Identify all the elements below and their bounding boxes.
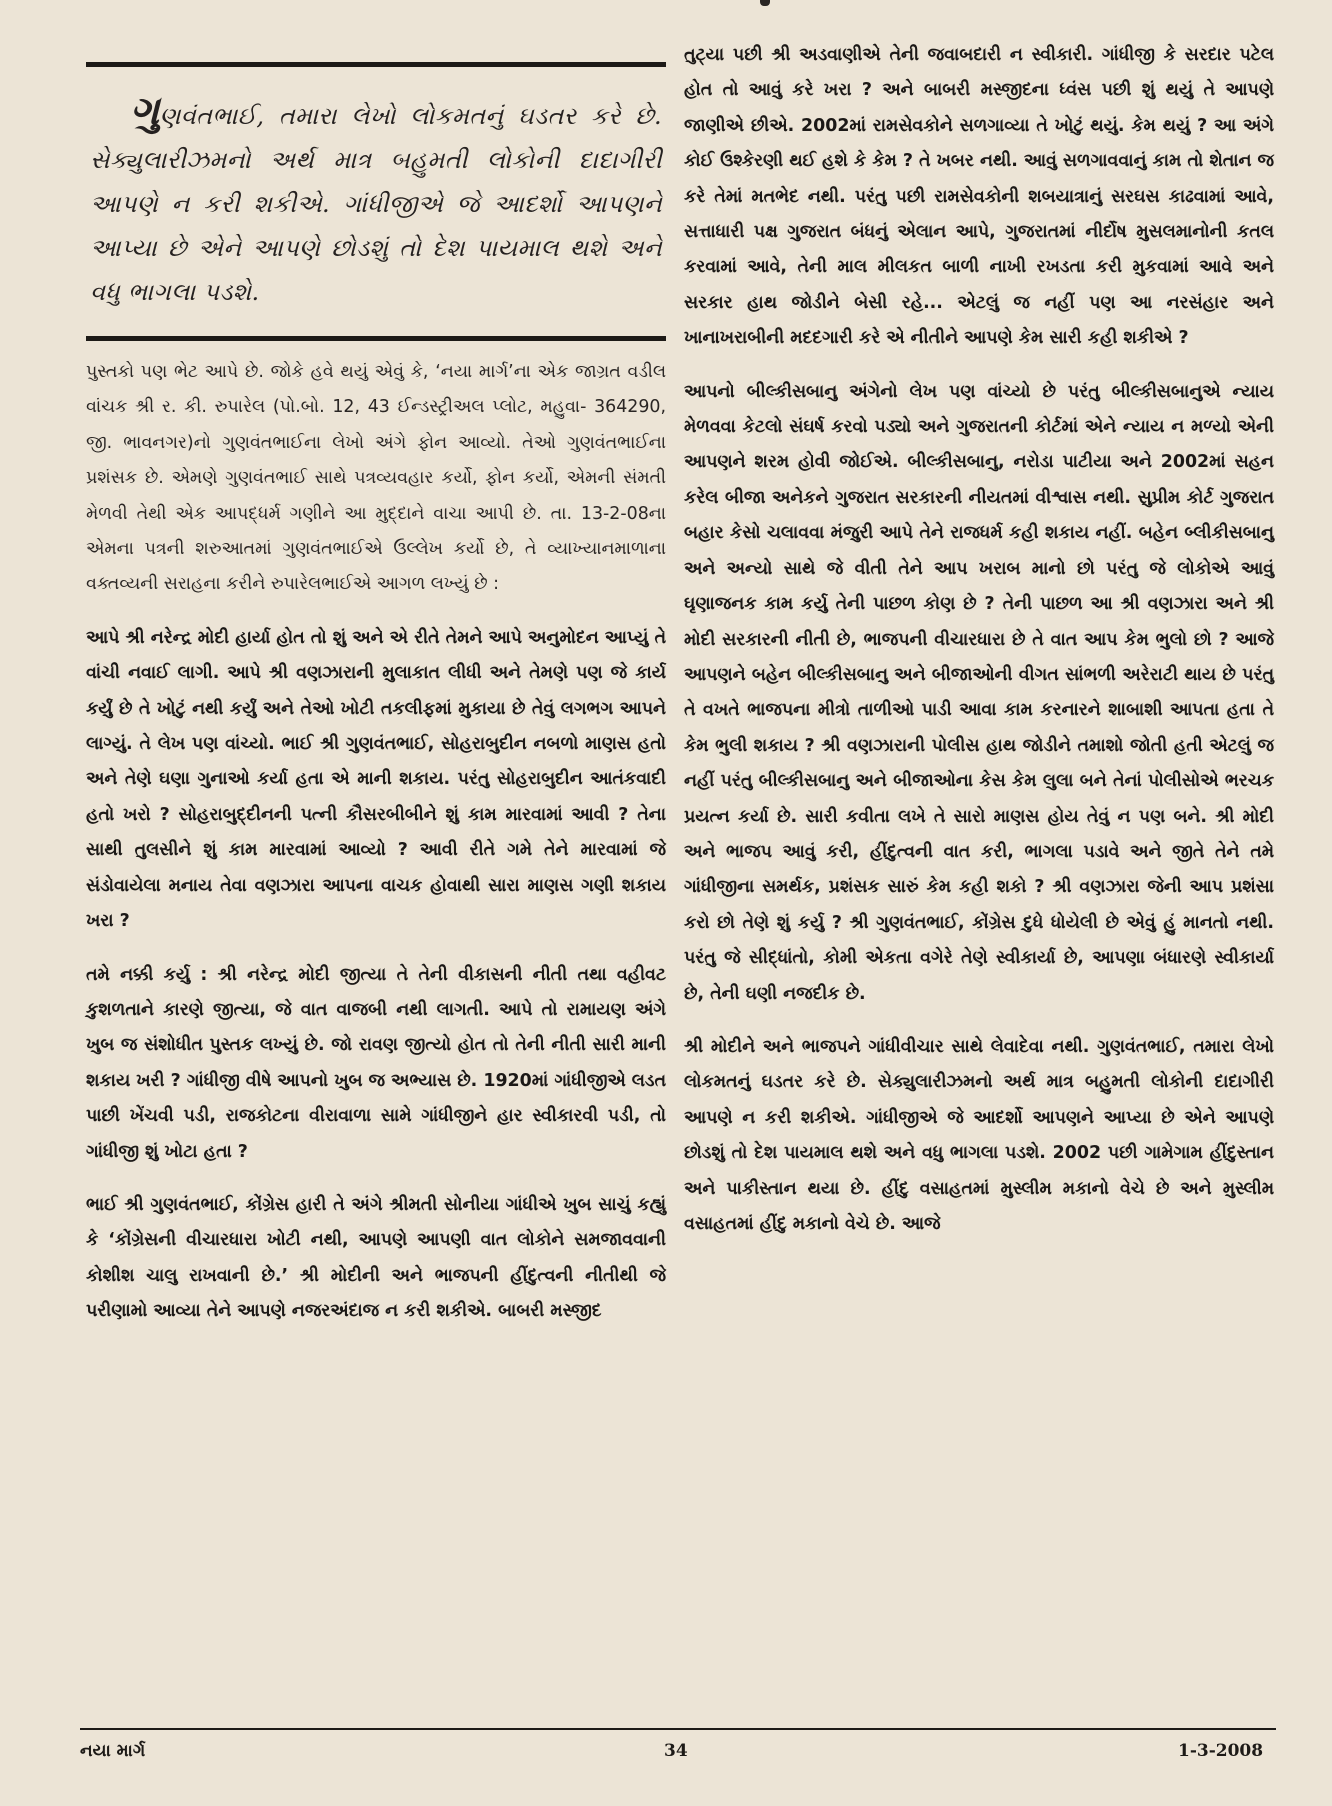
page-edge-mark <box>760 0 770 6</box>
pull-quote-top-rule <box>86 62 666 67</box>
footer-rule <box>80 1728 1276 1730</box>
left-paragraph-1: પુસ્તકો પણ ભેટ આપે છે. જોકે હવે થયું એવું કે, ‘નયા માર્ગ’ના એક જાગ્રત વડીલ વાંચક શ્રી ર. કી. રુપારેલ (પો.બો. 12, 43 ઈન્ડસ્ટ્રીઅલ પ્લોટ, મહુવા- 364290, જી. ભાવનગર)નો ગુણવંતભાઈના લેખો અંગે ફોન આવ્યો. તેઓ ગુણવંતભાઈના પ્રશંસક છે. એમણે ગુણવંતભાઈ સાથે પત્રવ્યવહાર કર્યો, ફોન કર્યો, એમની સંમતી મેળવી તેથી એક આપદ્ધર્મ ગણીને આ મુદ્દાને વાચા આપી છે. તા. 13-2-08ના એમના પત્રની શરુઆતમાં ગુણવંતભાઈએ ઉલ્લેખ કર્યો છે, તે વ્યાખ્યાનમાળાના વક્તવ્યની સરાહના કરીને રુપારેલભાઈએ આગળ લખ્યું છે : <box>86 362 666 595</box>
right-paragraph-1: તુટ્યા પછી શ્રી અડવાણીએ તેની જવાબદારી ન સ્વીકારી. ગાંધીજી કે સરદાર પટેલ હોત તો આવું કરે ખરા ? અને બાબરી મસ્જીદના ધ્વંસ પછી શું થયું તે આપણે જાણીએ છીએ. 2002માં રામસેવકોને સળગાવ્યા તે ખોટું થયું. કેમ થયું ? આ અંગે કોઈ ઉશ્કેરણી થઈ હશે કે કેમ ? તે ખબર નથી. આવું સળગાવવાનું કામ તો શેતાન જ કરે તેમાં મતભેદ નથી. પરંતુ પછી રામસેવકોની શબયાત્રાનું સરઘસ કાઢવામાં આવે, સત્તાધારી પક્ષ ગુજરાત બંધનું એલાન આપે, ગુજરાતમાં નીર્દોષ મુસલમાનોની કતલ કરવામાં આવે, તેની માલ મીલકત બાળી નાખી રખડતા કરી મુકવામાં આવે અને સરકાર હાથ જોડીને બેસી રહે... એટલું જ નહીં પણ આ નરસંહાર અને ખાનાખરાબીની મદદગારી કરે એ નીતીને આપણે કેમ સારી કહી શકીએ ? <box>684 45 1274 349</box>
right-paragraph-3: શ્રી મોદીને અને ભાજપને ગાંધીવીચાર સાથે લેવાદેવા નથી. ગુણવંતભાઈ, તમારા લેખો લોકમતનું ઘડતર કરે છે. સેક્યુલારીઝમનો અર્થ માત્ર બહુમતી લોકોની દાદાગીરી આપણે ન કરી શકીએ. ગાંધીજીએ જે આદર્શો આપણને આપ્યા છે એને આપણે છોડશું તો દેશ પાયમાલ થશે અને વધુ ભાગલા પડશે. 2002 પછી ગામેગામ હીંદુસ્તાન અને પાકીસ્તાન થયા છે. હીંદુ વસાહતમાં મુસ્લીમ મકાનો વેચે છે અને મુસ્લીમ વસાહતમાં હીંદુ મકાનો વેચે છે. આજે <box>684 1036 1274 1234</box>
pull-quote-text: ણવંતભાઈ, તમારા લેખો લોકમતનું ઘડતર કરે છે. સેક્યુલારીઝમનો અર્થ માત્ર બહુમતી લોકોની દાદાગીરી આપણે ન કરી શકીએ. ગાંધીજીએ જે આદર્શો આપણને આપ્યા છે એને આપણે છોડશું તો દેશ પાયમાલ થશે અને વધુ ભાગલા પડશે. <box>90 102 662 306</box>
pull-quote-drop-letter: ગુ <box>130 87 160 134</box>
right-column <box>684 38 1274 1260</box>
left-paragraph-3: તમે નક્કી કર્યુ : શ્રી નરેન્દ્ર મોદી જીત્યા તે તેની વીકાસની નીતી તથા વહીવટ કુશળતાને કારણે જીત્યા, જે વાત વાજબી નથી લાગતી. આપે તો રામાયણ અંગે ખુબ જ સંશોધીત પુસ્તક લખ્યું છે. જો રાવણ જીત્યો હોત તો તેની નીતી સારી માની શકાય ખરી ? ગાંધીજી વીષે આપનો ખુબ જ અભ્યાસ છે. 1920માં ગાંધીજીએ લડત પાછી ખેંચવી પડી, રાજકોટના વીરાવાળા સામે ગાંધીજીને હાર સ્વીકારવી પડી, તો ગાંધીજી શું ખોટા હતા ? <box>86 964 666 1162</box>
left-paragraph-2: આપે શ્રી નરેન્દ્ર મોદી હાર્યા હોત તો શું અને એ રીતે તેમને આપે અનુમોદન આપ્યું તે વાંચી નવાઈ લાગી. આપે શ્રી વણઝારાની મુલાકાત લીધી અને તેમણે પણ જે કાર્ય કર્યું છે તે ખોટું નથી કર્યું અને તેઓ ખોટી તકલીફમાં મુકાયા છે તેવું લગભગ આપને લાગ્યું. તે લેખ પણ વાંચ્યો. ભાઈ શ્રી ગુણવંતભાઈ, સોહરાબુદીન નબળો માણસ હતો અને તેણે ઘણા ગુનાઓ કર્યા હતા એ માની શકાય. પરંતુ સોહરાબુદીન આતંકવાદી હતો ખરો ? સોહરાબુદ્દીનની પત્ની કૌસરબીબીને શું કામ મારવામાં આવી ? તેના સાથી તુલસીને શું કામ મારવામાં આવ્યો ? આવી રીતે ગમે તેને મારવામાં જે સંડોવાયેલા મનાય તેવા વણઝારા આપના વાચક હોવાથી સારા માણસ ગણી શકાય ખરા ? <box>86 627 666 932</box>
footer-date: 1-3-2008 <box>1178 1741 1264 1761</box>
right-paragraph-2: આપનો બીલ્કીસબાનુ અંગેનો લેખ પણ વાંચ્યો છે પરંતુ બીલ્કીસબાનુએ ન્યાય મેળવવા કેટલો સંઘર્ષ કરવો પડ્યો અને ગુજરાતની કોર્ટમાં એને ન્યાય ન મળ્યો એની આપણને શરમ હોવી જોઈએ. બીલ્કીસબાનુ, નરોડા પાટીયા અને 2002માં સહન કરેલ બીજા અનેકને ગુજરાત સરકારની નીયતમાં વીશ્વાસ નથી. સુપ્રીમ કોર્ટ ગુજરાત બહાર કેસો ચલાવવા મંજુરી આપે તેને રાજધર્મ કહી શકાય નહીં. બહેન બ્લીકીસબાનુ અને અન્યો સાથે જે વીતી તેને આપ ખરાબ માનો છો પરંતુ જે લોકોએ આવું ઘૃણાજનક કામ કર્યુ તેની પાછળ કોણ છે ? તેની પાછળ આ શ્રી વણઝારા અને શ્રી મોદી સરકારની નીતી છે, ભાજપની વીચારધારા છે તે વાત આપ કેમ ભુલો છો ? આજે આપણને બહેન બીલ્કીસબાનુ અને બીજાઓની વીગત સાંભળી અરેરાટી થાય છે પરંતુ તે વખતે ભાજપના મીત્રો તાળીઓ પાડી આવા કામ કરનારને શાબાશી આપતા હતા તે કેમ ભુલી શકાય ? શ્રી વણઝારાની પોલીસ હાથ જોડીને તમાશો જોતી હતી એટલું જ નહીં પરંતુ બીલ્કીસબાનુ અને બીજાઓના કેસ કેમ લુલા બને તેનાં પોલીસોએ ભરચક પ્રયત્ન કર્યા છે. સારી કવીતા લખે તે સારો માણસ હોય તેવું ન પણ બને. શ્રી મોદી અને ભાજપ આવું કરી, હીંદુત્વની વાત કરી, ભાગલા પડાવે અને જીતે તેને તમે ગાંધીજીના સમર્થક, પ્રશંસક સારું કેમ કહી શકો ? શ્રી વણઝારા જેની આપ પ્રશંસા કરો છો તેણે શું કર્યુ ? શ્રી ગુણવંતભાઈ, કોંગ્રેસ દુધે ધોયેલી છે એવું હું માનતો નથી. પરંતુ જે સીદ્ધાંતો, કોમી એકતા વગેરે તેણે સ્વીકાર્યા છે, આપણા બંધારણે સ્વીકાર્યા છે, તેની ઘણી નજદીક છે. <box>684 381 1274 1004</box>
left-column <box>86 62 666 1348</box>
pull-quote <box>86 89 666 314</box>
footer-publication: નયા માર્ગ <box>80 1741 146 1761</box>
left-paragraph-4: ભાઈ શ્રી ગુણવંતભાઈ, કોંગ્રેસ હારી તે અંગે શ્રીમતી સોનીયા ગાંધીએ ખુબ સાચું કહ્યું કે ‘કોંગ્રેસની વીચારધારા ખોટી નથી, આપણે આપણી વાત લોકોને સમજાવવાની કોશીશ ચાલુ રાખવાની છે.’ શ્રી મોદીની અને ભાજપની હીંદુત્વની નીતીથી જે પરીણામો આવ્યા તેને આપણે નજરઅંદાજ ન કરી શકીએ. બાબરી મસ્જીદ <box>86 1194 666 1322</box>
footer-page-number: 34 <box>664 1741 688 1761</box>
